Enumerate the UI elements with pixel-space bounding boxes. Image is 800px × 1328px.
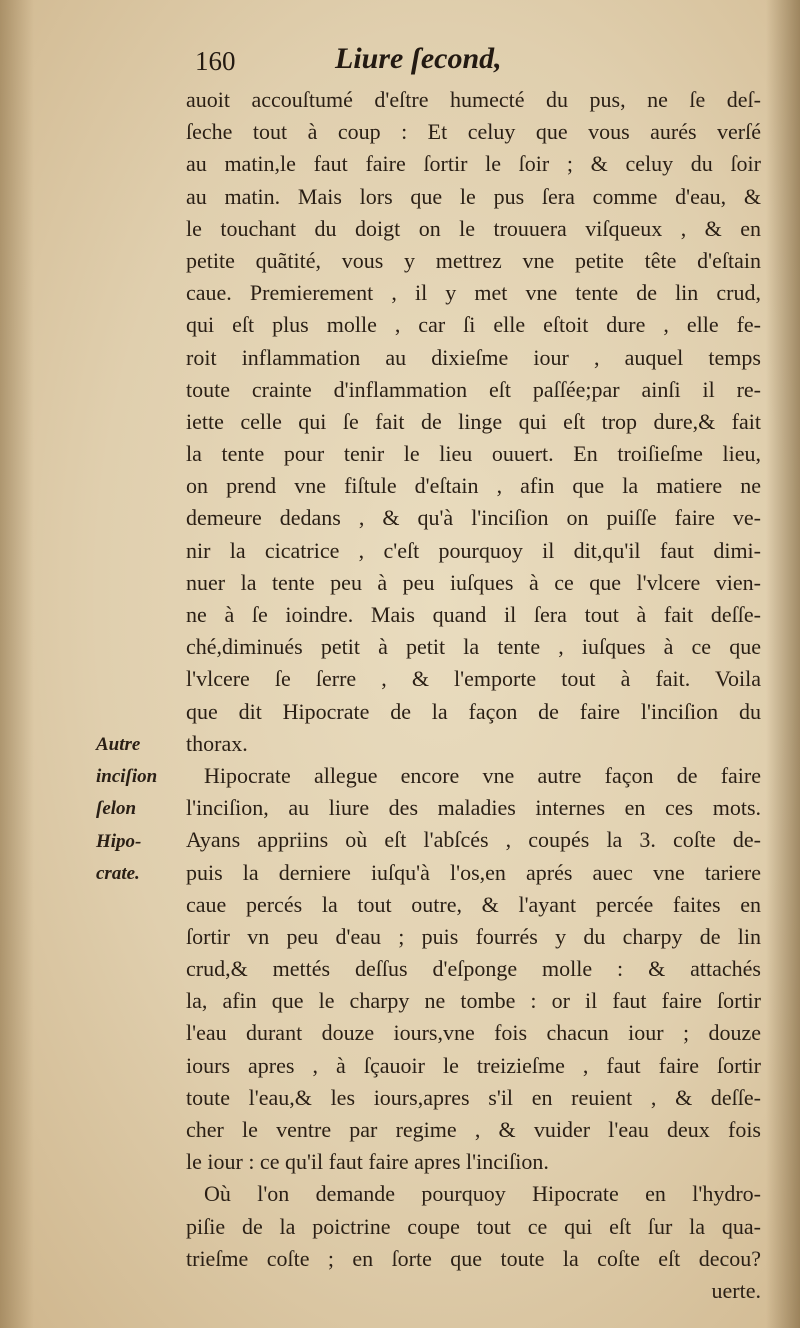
margin-note-line: inciſion bbox=[96, 766, 158, 788]
text-line: trieſme coſte ; en ſorte que toute la coſte eſt decou? bbox=[186, 1245, 761, 1271]
text-line: Hipocrate allegue encore vne autre façon de faire bbox=[204, 762, 761, 788]
text-line: piſie de la poictrine coupe tout ce qui eſt ſur la qua- bbox=[186, 1213, 761, 1239]
text-line: qui eſt plus molle , car ſi elle eſtoit dure , elle fe- bbox=[186, 312, 761, 338]
text-line: cher le ventre par regime , & vuider l'eau deux fois bbox=[186, 1117, 761, 1142]
text-line: ſeche tout à coup : Et celuy que vous aurés verſé bbox=[186, 119, 761, 145]
text-line: la tente pour tenir le lieu ouuert. En troiſieſme lieu, bbox=[186, 441, 761, 467]
margin-note-line: ſelon bbox=[96, 798, 137, 820]
margin-note bbox=[96, 729, 186, 890]
text-line: iette celle qui ſe fait de linge qui eſt trop dure,& fait bbox=[186, 408, 761, 434]
right-edge-shadow bbox=[766, 0, 800, 1328]
text-line: nir la cicatrice , c'eſt pourquoy il dit,qu'il faut dimi- bbox=[186, 537, 761, 563]
text-line: roit inflammation au dixieſme iour , auquel temps bbox=[186, 344, 761, 370]
text-line: l'inciſion, au liure des maladies internes en ces mots. bbox=[186, 795, 761, 821]
text-line: au matin,le faut faire ſortir le ſoir ; & celuy du ſoir bbox=[186, 151, 761, 177]
text-line: puis la derniere iuſqu'à l'os,en aprés auec vne tariere bbox=[186, 859, 761, 885]
text-line: la, afin que le charpy ne tombe : or il faut faire ſortir bbox=[186, 988, 761, 1014]
text-line: nuer la tente peu à peu iuſques à ce que l'vlcere vien- bbox=[186, 569, 761, 595]
text-line: ne à ſe ioindre. Mais quand il ſera tout à fait deſſe- bbox=[186, 602, 761, 627]
text-line: petite quãtité, vous y mettrez vne petite tête d'eſtain bbox=[186, 247, 761, 273]
margin-note-line: Hipo- bbox=[96, 830, 142, 852]
text-line: ſortir vn peu d'eau ; puis fourrés y du charpy de lin bbox=[186, 923, 761, 949]
text-line: toute crainte d'inflammation eſt paſſée;par ainſi il re- bbox=[186, 376, 761, 402]
catchword: uerte. bbox=[711, 1277, 761, 1303]
text-line: thorax. bbox=[186, 730, 248, 756]
text-line: toute l'eau,& les iours,apres s'il en reuient , & deſſe- bbox=[186, 1084, 761, 1110]
page-number: 160 bbox=[195, 46, 236, 76]
text-line: au matin. Mais lors que le pus ſera comme d'eau, & bbox=[186, 183, 761, 209]
text-line: ché,diminués petit à petit la tente , iuſques à ce que bbox=[186, 634, 761, 660]
text-line: demeure dedans , & qu'à l'inciſion on puiſſe faire ve- bbox=[186, 505, 761, 531]
text-line: auoit accouſtumé d'eſtre humecté du pus, ne ſe deſ- bbox=[186, 87, 761, 112]
text-line: l'eau durant douze iours,vne fois chacun iour ; douze bbox=[186, 1020, 761, 1046]
text-line: Ayans appriins où eſt l'abſcés , coupés la 3. coſte de- bbox=[186, 827, 761, 853]
left-edge-shadow bbox=[0, 0, 34, 1328]
text-line: Où l'on demande pourquoy Hipocrate en l'hydro- bbox=[204, 1181, 761, 1207]
text-line: que dit Hipocrate de la façon de faire l'inciſion du bbox=[186, 698, 761, 724]
text-line: le touchant du doigt on le trouuera viſqueux , & en bbox=[186, 215, 761, 241]
text-line: caue. Premierement , il y met vne tente de lin crud, bbox=[186, 280, 761, 306]
margin-note-line: Autre bbox=[96, 734, 141, 755]
text-line: crud,& mettés deſſus d'eſponge molle : & attachés bbox=[186, 956, 761, 982]
text-line: le iour : ce qu'il faut faire apres l'inciſion. bbox=[186, 1149, 549, 1175]
page-header bbox=[195, 40, 615, 88]
running-title: Liure ſecond, bbox=[335, 42, 502, 75]
margin-note-line: crate. bbox=[96, 862, 140, 884]
text-line: caue percés la tout outre, & l'ayant percée faites en bbox=[186, 891, 761, 917]
body-text bbox=[186, 84, 761, 1307]
text-line: l'vlcere ſe ſerre , & l'emporte tout à fait. Voila bbox=[186, 666, 761, 692]
text-line: on prend vne fiſtule d'eſtain , afin que la matiere ne bbox=[186, 473, 761, 499]
text-line: iours apres , à ſçauoir le treizieſme , faut faire ſortir bbox=[186, 1052, 761, 1078]
